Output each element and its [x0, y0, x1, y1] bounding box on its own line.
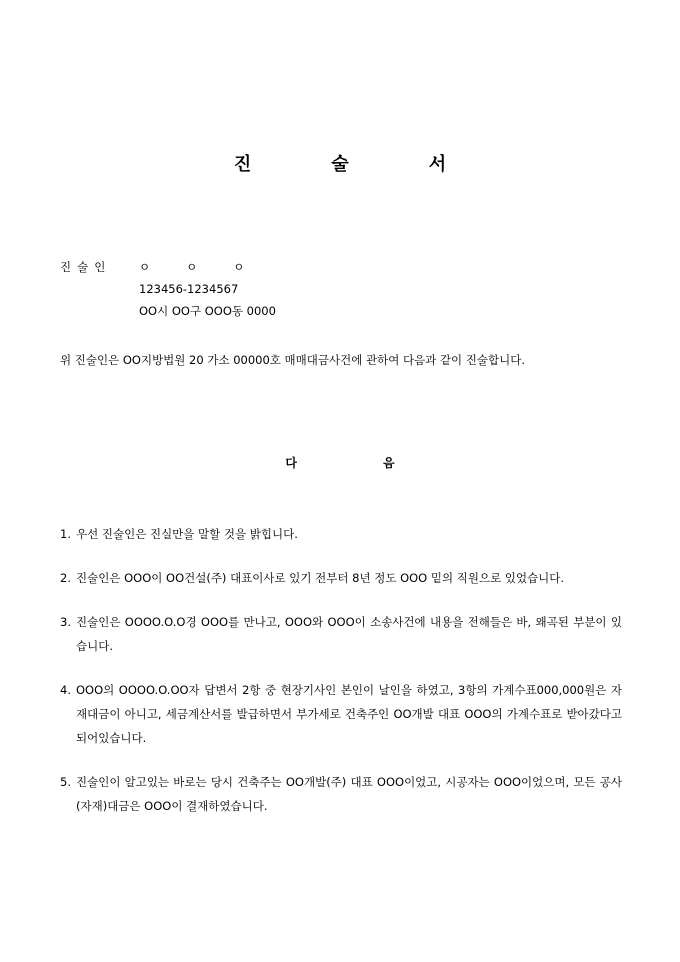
- person-block: [60, 256, 276, 322]
- person-name-char-2: ㅇ: [186, 260, 198, 274]
- intro-paragraph: 위 진술인은 OO지방법원 20 가소 00000호 매매대금사건에 관하여 다음과 같이 진술합니다.: [60, 353, 526, 367]
- person-name-char-1: ㅇ: [139, 260, 151, 274]
- item-text: OOO의 OOOO.O.OO자 답변서 2항 중 현장기사인 본인이 날인을 하였고, 3항의 가계수표000,000원은 자재대금이 아니고, 세금계산서를 발급하면서 부가세로 건축주인 OO개발 대표 OOO의 가계수표로 받아갔다고 되어있습니다.: [76, 683, 622, 745]
- item-text: 진술인은 OOOO.O.O경 OOO를 만나고, OOO와 OOO이 소송사건에 내용을 전해들은 바, 왜곡된 부분이 있습니다.: [76, 615, 622, 653]
- item-text: 진술인이 알고있는 바로는 당시 건축주는 OO개발(주) 대표 OOO이었고, 시공자는 OOO이었으며, 모든 공사(자재)대금은 OOO이 결재하였습니다.: [76, 775, 622, 813]
- list-item: [60, 566, 622, 590]
- title-char-3: 서: [428, 154, 447, 175]
- list-item: [60, 610, 622, 658]
- item-number: 3.: [60, 615, 71, 629]
- item-number: 4.: [60, 683, 71, 697]
- document-title: [0, 150, 680, 176]
- item-number: 5.: [60, 775, 71, 789]
- statement-list: [60, 522, 622, 838]
- person-name-char-3: ㅇ: [233, 260, 245, 274]
- heading-char-1: 다: [285, 456, 297, 470]
- item-number: 2.: [60, 571, 71, 585]
- list-item: [60, 522, 622, 546]
- item-text: 진술인은 OOO이 OO건설(주) 대표이사로 있기 전부터 8년 정도 OOO 밑의 직원으로 있었습니다.: [76, 571, 565, 585]
- section-heading: [0, 454, 680, 471]
- person-address: OO시 OO구 OOO동 0000: [139, 304, 276, 318]
- person-id-number: 123456-1234567: [139, 282, 239, 296]
- heading-char-2: 음: [383, 456, 395, 470]
- list-item: [60, 770, 622, 818]
- person-name: [139, 259, 244, 275]
- person-label: 진술인: [60, 260, 112, 274]
- list-item: [60, 678, 622, 750]
- title-char-1: 진: [233, 154, 252, 175]
- item-number: 1.: [60, 527, 71, 541]
- title-char-2: 술: [331, 154, 349, 175]
- item-text: 우선 진술인은 진실만을 말할 것을 밝힙니다.: [76, 527, 298, 541]
